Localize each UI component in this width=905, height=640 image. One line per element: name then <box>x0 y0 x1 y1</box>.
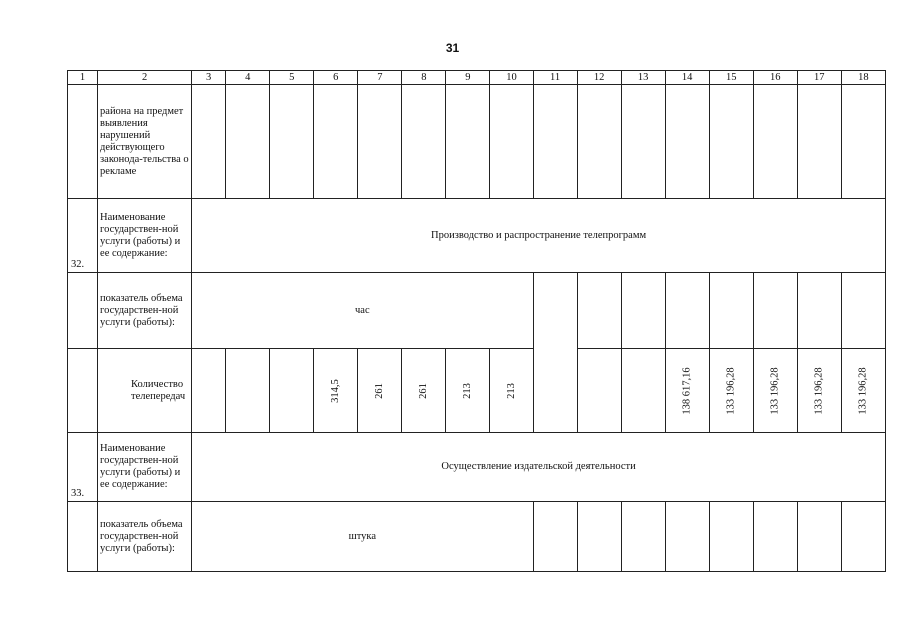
value-col10: 213 <box>490 349 533 433</box>
service-32-name: Производство и распространение телепрограмм <box>192 199 886 273</box>
header-cell: 10 <box>490 71 533 85</box>
services-table <box>67 70 886 572</box>
indicator-row-1 <box>68 273 886 349</box>
quantity-label: Количество телепередач <box>98 349 192 433</box>
continuation-text: района на предмет выявления нарушений действующего законода-тельства о рекламе <box>98 85 192 199</box>
row-number-33: 33. <box>68 433 98 502</box>
indicator-label-1: показатель объема государствен-ной услуги (работы): <box>98 273 192 349</box>
header-cell: 8 <box>402 71 446 85</box>
header-cell: 16 <box>753 71 797 85</box>
service-33-name: Осуществление издательской деятельности <box>192 433 886 502</box>
service-33-row <box>68 433 886 502</box>
page-number: 31 <box>445 41 460 55</box>
header-cell: 4 <box>226 71 270 85</box>
continuation-row <box>68 85 886 199</box>
header-cell: 15 <box>709 71 753 85</box>
service-32-label: Наименование государствен-ной услуги (работы) и ее содержание: <box>98 199 192 273</box>
indicator-unit-1: час <box>192 273 533 349</box>
empty-cell <box>533 273 577 433</box>
indicator-label-2: показатель объема государствен-ной услуги (работы): <box>98 502 192 572</box>
header-cell: 11 <box>533 71 577 85</box>
header-cell: 1 <box>68 71 98 85</box>
value-col8: 261 <box>402 349 446 433</box>
header-cell: 7 <box>358 71 402 85</box>
value-col18: 133 196,28 <box>841 349 885 433</box>
quantity-row <box>68 349 886 433</box>
header-cell: 12 <box>577 71 621 85</box>
service-32-row <box>68 199 886 273</box>
value-col9: 213 <box>446 349 490 433</box>
value-col17: 133 196,28 <box>797 349 841 433</box>
header-cell: 17 <box>797 71 841 85</box>
header-cell: 14 <box>665 71 709 85</box>
header-cell: 13 <box>621 71 665 85</box>
row-number-cell <box>68 85 98 199</box>
header-row <box>68 71 886 85</box>
value-col16: 133 196,28 <box>753 349 797 433</box>
header-cell: 2 <box>98 71 192 85</box>
header-cell: 9 <box>446 71 490 85</box>
value-col7: 261 <box>358 349 402 433</box>
value-col14: 138 617,16 <box>665 349 709 433</box>
header-cell: 6 <box>314 71 358 85</box>
value-col6: 314,5 <box>314 349 358 433</box>
value-col15: 133 196,28 <box>709 349 753 433</box>
header-cell: 18 <box>841 71 885 85</box>
row-number-32: 32. <box>68 199 98 273</box>
header-cell: 3 <box>192 71 226 85</box>
indicator-row-2 <box>68 502 886 572</box>
service-33-label: Наименование государствен-ной услуги (работы) и ее содержание: <box>98 433 192 502</box>
indicator-unit-2: штука <box>192 502 533 572</box>
header-cell: 5 <box>270 71 314 85</box>
